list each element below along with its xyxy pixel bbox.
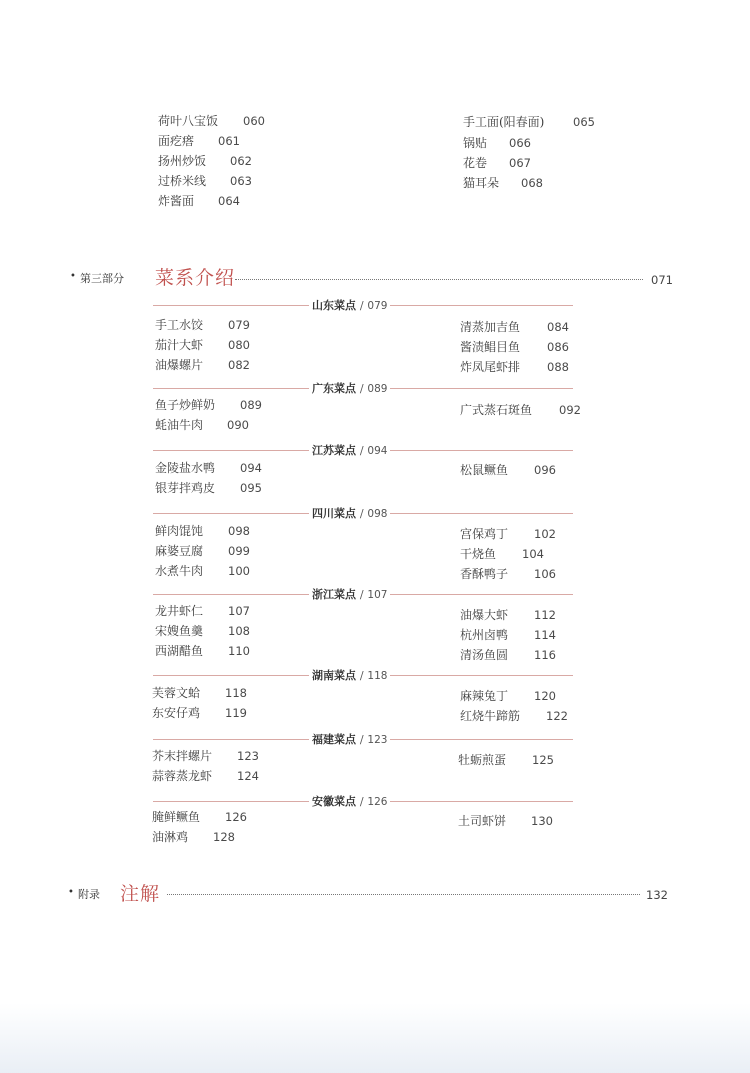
- list-item: 红烧牛蹄筋 122: [460, 709, 568, 723]
- part-title: 注解: [120, 883, 161, 905]
- leader-dots: [235, 279, 643, 280]
- list-item: 油爆大虾 112: [460, 608, 556, 622]
- part-label: 附录: [78, 888, 100, 901]
- list-item: 清蒸加吉鱼 084: [460, 320, 569, 334]
- list-item: 金陵盐水鸭 094: [155, 461, 262, 475]
- list-item: 荷叶八宝饭 060: [158, 114, 265, 128]
- list-item: 芙蓉文蛤 118: [152, 686, 247, 700]
- cuisine-heading: 广东菜点 / 089: [309, 380, 390, 396]
- list-item: 松鼠鳜鱼 096: [460, 463, 556, 477]
- cuisine-heading: 安徽菜点 / 126: [309, 793, 390, 809]
- list-item: 油淋鸡 128: [152, 830, 235, 844]
- list-item: 腌鲜鳜鱼 126: [152, 810, 247, 824]
- list-item: 茄汁大虾 080: [155, 338, 250, 352]
- list-item: 手工面(阳春面) 065: [463, 115, 595, 129]
- list-item: 宋嫂鱼羹 108: [155, 624, 250, 638]
- list-item: 西湖醋鱼 110: [155, 644, 250, 658]
- list-item: 锅贴 066: [463, 136, 531, 150]
- leader-dots: [167, 894, 640, 895]
- list-item: 扬州炒饭 062: [158, 154, 252, 168]
- list-item: 鲜肉馄饨 098: [155, 524, 250, 538]
- list-item: 油爆螺片 082: [155, 358, 250, 372]
- list-item: 龙井虾仁 107: [155, 604, 250, 618]
- list-item: 炸酱面 064: [158, 194, 240, 208]
- list-item: 香酥鸭子 106: [460, 567, 556, 581]
- page-bottom-tint: [0, 1003, 750, 1073]
- part-label: 第三部分: [80, 272, 124, 285]
- cuisine-heading: 福建菜点 / 123: [309, 731, 390, 747]
- list-item: 过桥米线 063: [158, 174, 252, 188]
- list-item: 炸凤尾虾排 088: [460, 360, 569, 374]
- list-item: 蚝油牛肉 090: [155, 418, 249, 432]
- cuisine-heading: 江苏菜点 / 094: [309, 442, 390, 458]
- bullet-icon: •: [70, 271, 76, 282]
- list-item: 麻辣兔丁 120: [460, 689, 556, 703]
- list-item: 手工水饺 079: [155, 318, 250, 332]
- list-item: 花卷 067: [463, 156, 531, 170]
- cuisine-heading: 四川菜点 / 098: [309, 505, 390, 521]
- list-item: 干烧鱼 104: [460, 547, 544, 561]
- bullet-icon: •: [68, 887, 74, 898]
- cuisine-heading: 湖南菜点 / 118: [309, 667, 390, 683]
- list-item: 蒜蓉蒸龙虾 124: [152, 769, 259, 783]
- list-item: 鱼子炒鲜奶 089: [155, 398, 262, 412]
- list-item: 芥末拌螺片 123: [152, 749, 259, 763]
- list-item: 银芽拌鸡皮 095: [155, 481, 262, 495]
- list-item: 杭州卤鸭 114: [460, 628, 556, 642]
- list-item: 酱渍鲳目鱼 086: [460, 340, 569, 354]
- part-title: 菜系介绍: [155, 267, 236, 289]
- part-page: 071: [651, 273, 673, 287]
- part-page: 132: [646, 888, 668, 902]
- list-item: 东安仔鸡 119: [152, 706, 247, 720]
- list-item: 猫耳朵 068: [463, 176, 543, 190]
- cuisine-heading: 浙江菜点 / 107: [309, 586, 390, 602]
- list-item: 广式蒸石斑鱼 092: [460, 403, 581, 417]
- list-item: 清汤鱼圆 116: [460, 648, 556, 662]
- cuisine-heading: 山东菜点 / 079: [309, 297, 390, 313]
- list-item: 土司虾饼 130: [458, 814, 553, 828]
- list-item: 水煮牛肉 100: [155, 564, 250, 578]
- list-item: 麻婆豆腐 099: [155, 544, 250, 558]
- list-item: 宫保鸡丁 102: [460, 527, 556, 541]
- list-item: 面疙瘩 061: [158, 134, 240, 148]
- list-item: 牡蛎煎蛋 125: [458, 753, 554, 767]
